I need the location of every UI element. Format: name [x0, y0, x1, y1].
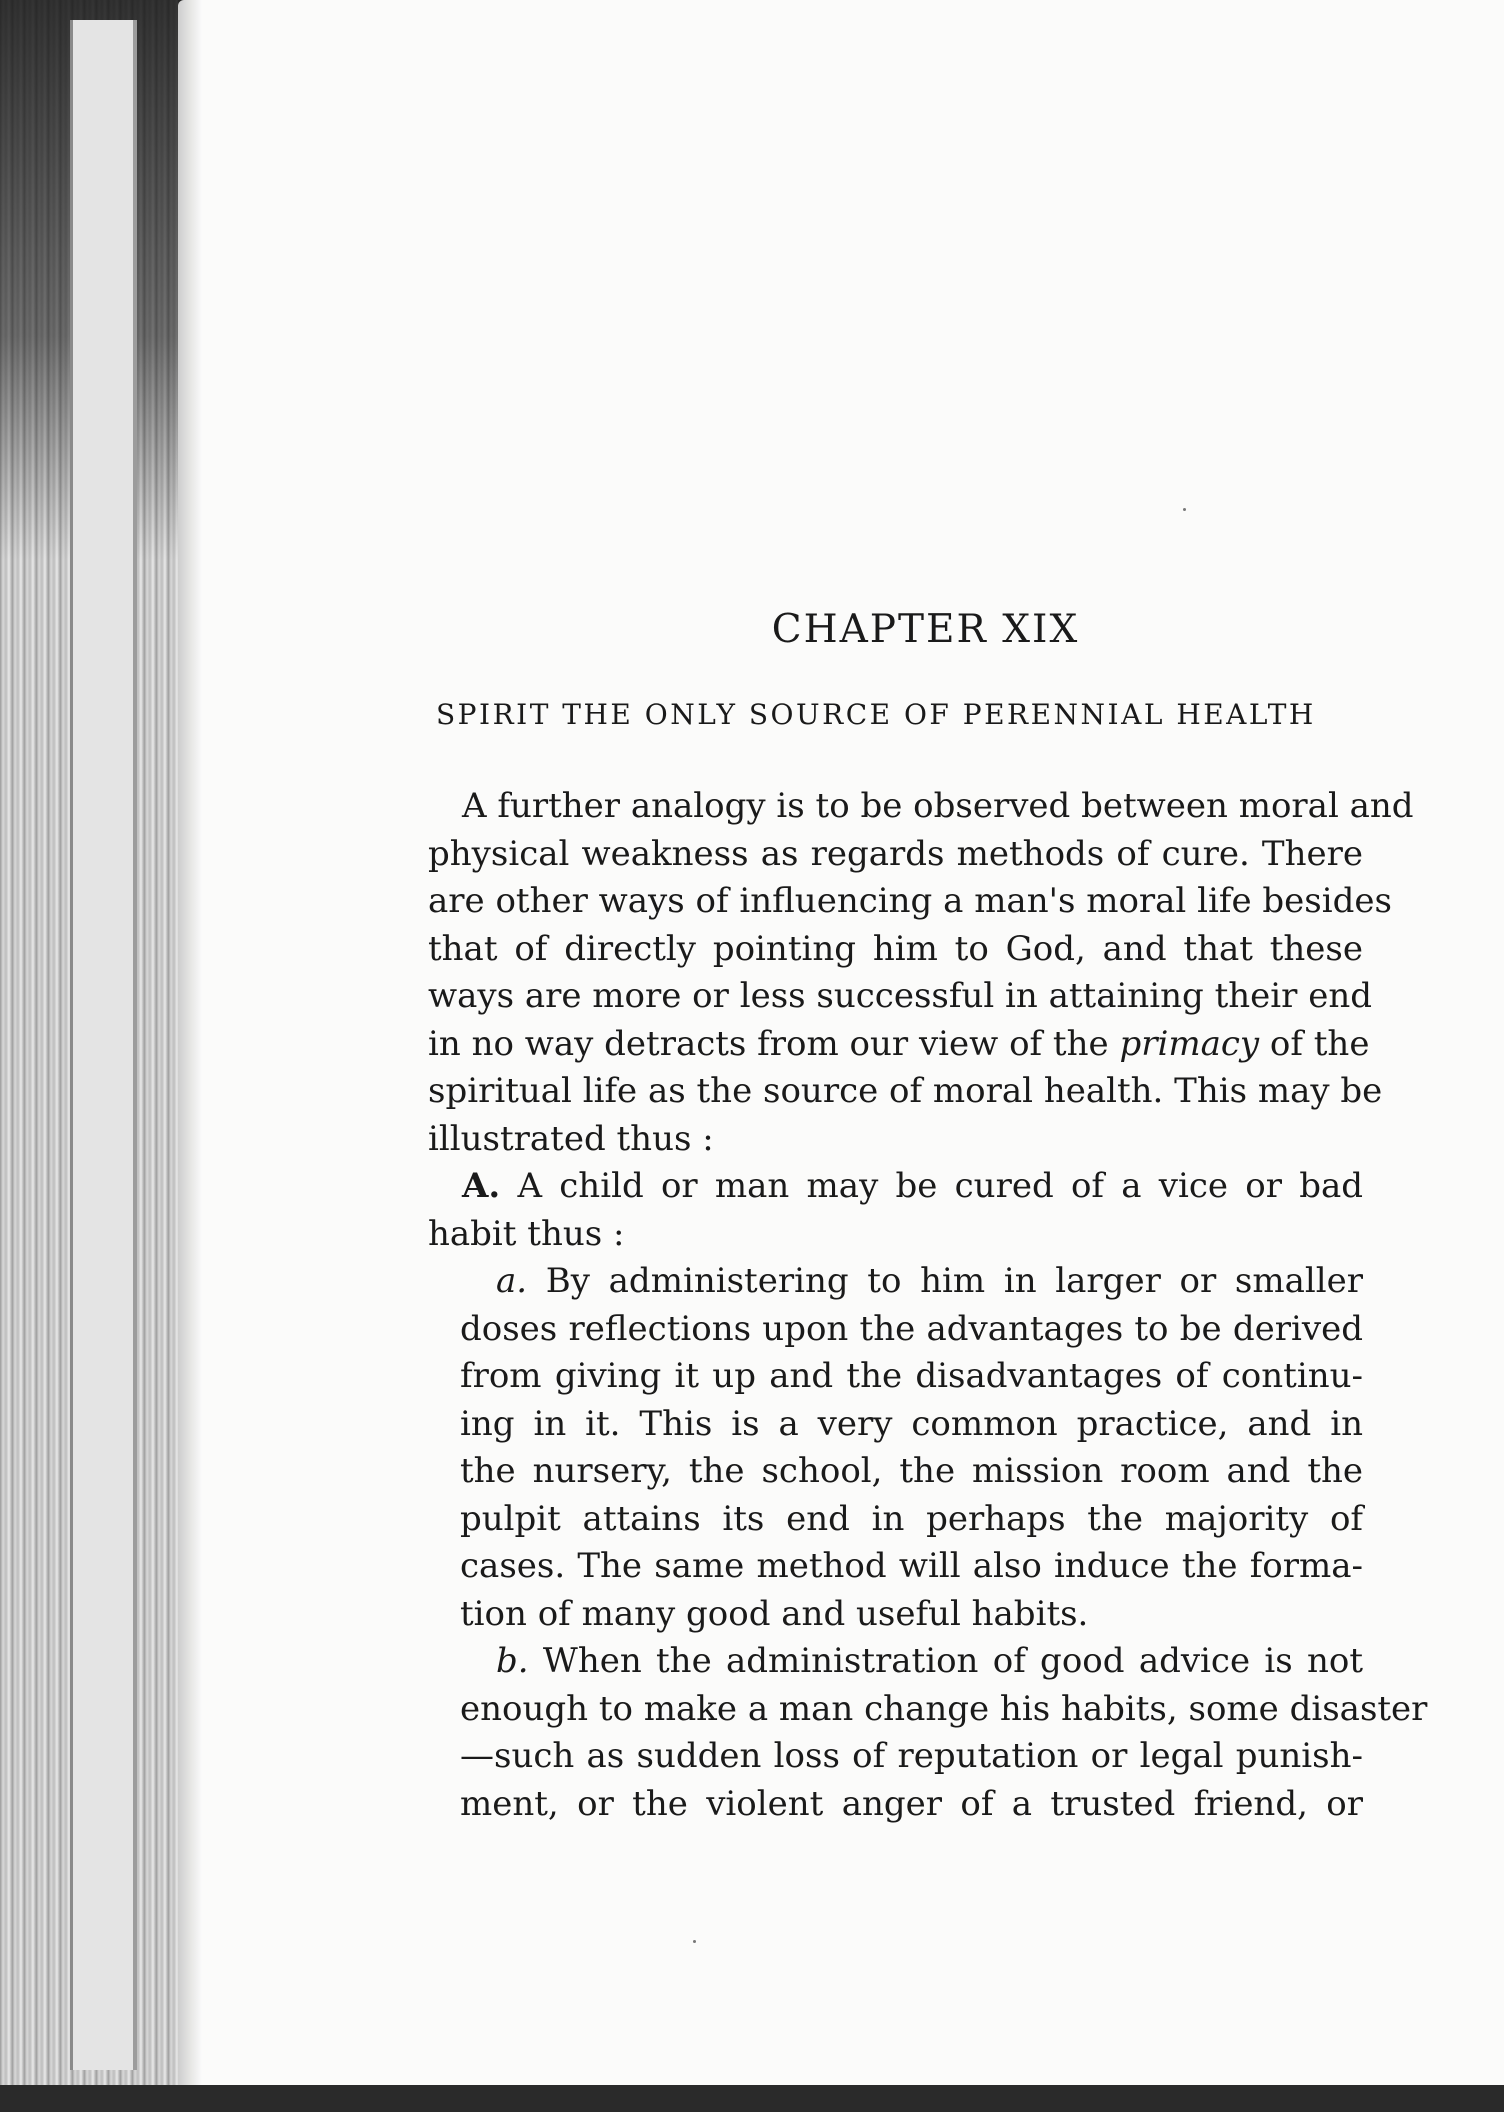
paragraph-line: pulpit attains its end in perhaps the majority of	[460, 1498, 1363, 1539]
paragraph-line: ment, or the violent anger of a trusted friend, or	[460, 1783, 1363, 1824]
paragraph-line: habit thus :	[428, 1213, 625, 1254]
section-a	[428, 1163, 1363, 1258]
line-text: When the administration of good advice is not	[542, 1641, 1364, 1681]
paragraph-line: are other ways of influencing a man's moral life besides	[428, 881, 1392, 921]
subsection-b	[460, 1638, 1428, 1828]
paragraph-line	[428, 1163, 1363, 1211]
page-edge-strip	[70, 20, 137, 2070]
paragraph-line: spiritual life as the source of moral health. This may be	[428, 1071, 1383, 1111]
paragraph-line: from giving it up and the disadvantages of continu-	[460, 1356, 1363, 1396]
paragraph-1	[428, 783, 1414, 1163]
paragraph-line: ways are more or less successful in attaining their end	[428, 976, 1372, 1016]
scan-bottom-border	[0, 2085, 1504, 2112]
subsection-a	[460, 1258, 1363, 1638]
paragraph-line: —such as sudden loss of reputation or legal punish-	[460, 1736, 1363, 1776]
paragraph-line: physical weakness as regards methods of cure. There	[428, 833, 1363, 874]
line-text: By administering to him in larger or smaller	[545, 1261, 1364, 1301]
paragraph-line: cases. The same method will also induce the forma-	[460, 1546, 1363, 1586]
paragraph-line: enough to make a man change his habits, some disaster	[460, 1688, 1428, 1729]
line-text: in no way detracts from our view of the	[428, 1023, 1109, 1064]
page-gutter-shadow	[178, 0, 202, 2085]
scan-speck	[1183, 508, 1186, 511]
paragraph-line: the nursery, the school, the mission room and the	[460, 1451, 1363, 1491]
paragraph-line: illustrated thus :	[428, 1118, 714, 1159]
paragraph-line: ing in it. This is a very common practice, and in	[460, 1403, 1363, 1444]
line-text: of the	[1269, 1023, 1370, 1064]
line-text: A child or man may be cured of a vice or bad	[517, 1166, 1364, 1206]
paragraph-line	[460, 1258, 1363, 1306]
page-text	[428, 600, 1428, 1828]
chapter-heading: SPIRIT THE ONLY SOURCE OF PERENNIAL HEALTH	[436, 698, 1316, 731]
scan-speck	[693, 1940, 696, 1943]
emphasis-primacy: primacy	[1119, 1023, 1260, 1064]
paragraph-line	[460, 1638, 1363, 1686]
subsection-label: b.	[496, 1641, 529, 1681]
paragraph-line	[428, 1021, 1370, 1069]
paragraph-line: A further analogy is to be observed between moral and	[462, 786, 1414, 826]
section-label: A.	[462, 1166, 501, 1206]
paragraph-line: tion of many good and useful habits.	[460, 1593, 1089, 1634]
chapter-title: CHAPTER XIX	[771, 607, 1080, 652]
paragraph-line: that of directly pointing him to God, and that these	[428, 928, 1363, 969]
paragraph-line: doses reflections upon the advantages to be derived	[460, 1308, 1363, 1349]
subsection-label: a.	[496, 1261, 528, 1301]
